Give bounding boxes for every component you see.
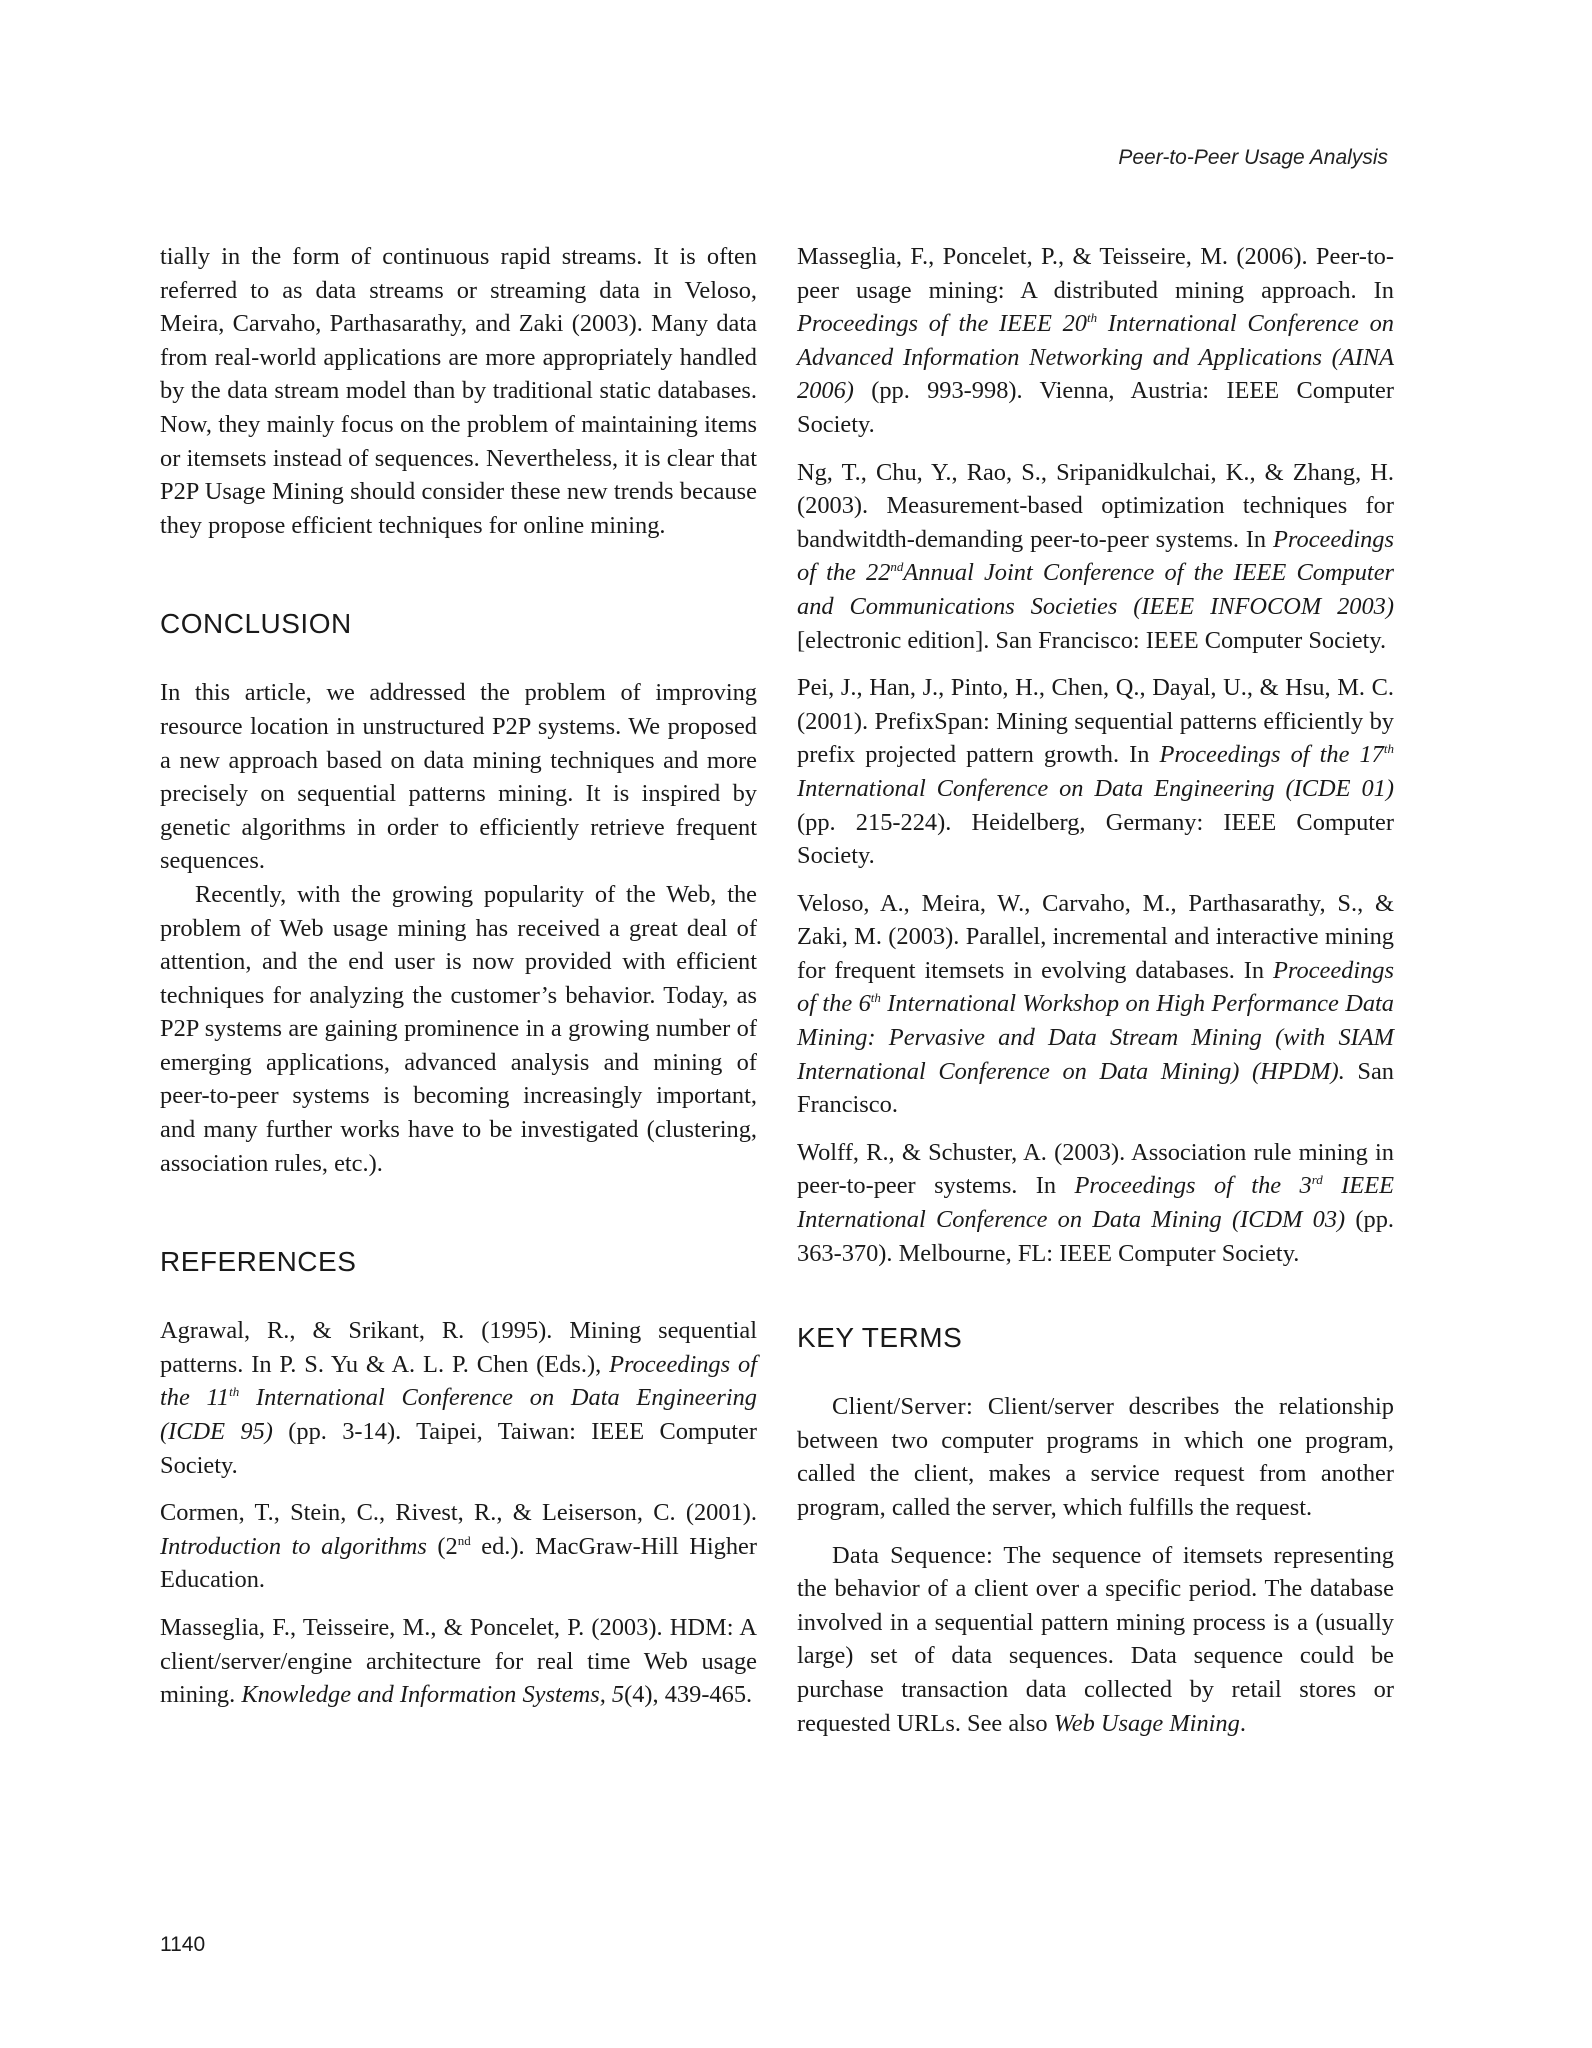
reference-agrawal-1995: Agrawal, R., & Srikant, R. (1995). Mining sequential patterns. In P. S. Yu & A. L. P. Chen (Eds.), Proceedings of the 11th International Conference on Data Engineering (ICDE 95) (pp. 3-14). Taipei, Taiwan: IEEE Computer Society. xyxy=(160,1317,758,1479)
conclusion-paragraph-1: In this article, we addressed the problem of improving resource location in unstructured P2P systems. We proposed a new approach based on data mining techniques and more precisely on sequential patterns mining. It is inspired by genetic algorithms in order to efficiently retrieve frequent sequences. xyxy=(160,679,757,875)
reference-wolff-2003: Wolff, R., & Schuster, A. (2003). Association rule mining in peer-to-peer systems. In Proceedings of the 3rd IEEE International Conference on Data Mining (ICDM 03) (pp. 363-370). Melbourne, FL: IEEE Computer Society. xyxy=(797,1138,1394,1267)
conclusion-heading: CONCLUSION xyxy=(160,608,352,640)
page-number: 1140 xyxy=(160,1933,206,1956)
reference-masseglia-2006: Masseglia, F., Poncelet, P., & Teisseire, M. (2006). Peer-to-peer usage mining: A distributed mining approach. In Proceedings of the IEEE 20th International Conference on Advanced Information Networking and Applications (AINA 2006) (pp. 993-998). Vienna, Austria: IEEE Computer Society. xyxy=(797,243,1395,438)
left-column xyxy=(160,240,757,1726)
right-column xyxy=(797,240,1394,1740)
reference-pei-2001: Pei, J., Han, J., Pinto, H., Chen, Q., Dayal, U., & Hsu, M. C. (2001). PrefixSpan: Mining sequential patterns efficiently by prefix projected pattern growth. In Proceedings of the 17th International Conference on Data Engineering (ICDE 01) (pp. 215-224). Heidelberg, Germany: IEEE Computer Society. xyxy=(797,674,1394,870)
key-term-client-server: Client/Server: Client/server describes the relationship between two computer programs in which one program, called the client, makes a service request from another program, called the server, which fulfills the request. xyxy=(797,1393,1394,1521)
running-head: Peer-to-Peer Usage Analysis xyxy=(1118,146,1388,169)
key-term-label: Data Sequence: xyxy=(832,1541,994,1569)
conclusion-paragraph-2: Recently, with the growing popularity of the Web, the problem of Web usage mining has received a great deal of attention, and the end user is now provided with efficient techniques for analyzing the customer’s behavior. Today, as P2P systems are gaining prominence in a growing number of emerging applications, advanced analysis and mining of peer-to-peer systems is becoming increasingly important, and many further works have to be investigated (clustering, association rules, etc.). xyxy=(160,880,757,1177)
key-term-data-sequence: Data Sequence: The sequence of itemsets representing the behavior of a client over a specific period. The database involved in a sequential pattern mining process is a (usually large) set of data sequences. Data sequence could be purchase transaction data collected by retail stores or requested URLs. See also Web Usage Mining. xyxy=(797,1541,1394,1737)
reference-veloso-2003: Veloso, A., Meira, W., Carvaho, M., Parthasarathy, S., & Zaki, M. (2003). Parallel, incremental and interactive mining for frequent itemsets in evolving databases. In Proceedings of the 6th International Workshop on High Performance Data Mining: Pervasive and Data Stream Mining (with SIAM International Conference on Data Mining) (HPDM). San Francisco. xyxy=(797,889,1395,1119)
key-terms-heading: KEY TERMS xyxy=(797,1322,963,1354)
reference-cormen-2001: Cormen, T., Stein, C., Rivest, R., & Leiserson, C. (2001). Introduction to algorithms (2nd ed.). MacGraw-Hill Higher Education. xyxy=(160,1499,757,1594)
key-term-label: Client/Server: xyxy=(832,1393,974,1421)
intro-paragraph: tially in the form of continuous rapid streams. It is often referred to as data streams or streaming data in Veloso, Meira, Carvaho, Parthasarathy, and Zaki (2003). Many data from real-world applications are more appropriately handled by the data stream model than by traditional static databases. Now, they mainly focus on the problem of maintaining items or itemsets instead of sequences. Nevertheless, it is clear that P2P Usage Mining should consider these new trends because they propose efficient techniques for online mining. xyxy=(160,243,757,539)
reference-masseglia-2003: Masseglia, F., Teisseire, M., & Poncelet, P. (2003). HDM: A client/server/engine architecture for real time Web usage mining. Knowledge and Information Systems, 5(4), 439-465. xyxy=(160,1614,757,1709)
references-heading: REFERENCES xyxy=(160,1246,357,1278)
reference-ng-2003: Ng, T., Chu, Y., Rao, S., Sripanidkulchai, K., & Zhang, H. (2003). Measurement-based optimization techniques for bandwitdth-demanding peer-to-peer systems. In Proceedings of the 22ndAnnual Joint Conference of the IEEE Computer and Communications Societies (IEEE INFOCOM 2003) [electronic edition]. San Francisco: IEEE Computer Society. xyxy=(797,458,1395,654)
